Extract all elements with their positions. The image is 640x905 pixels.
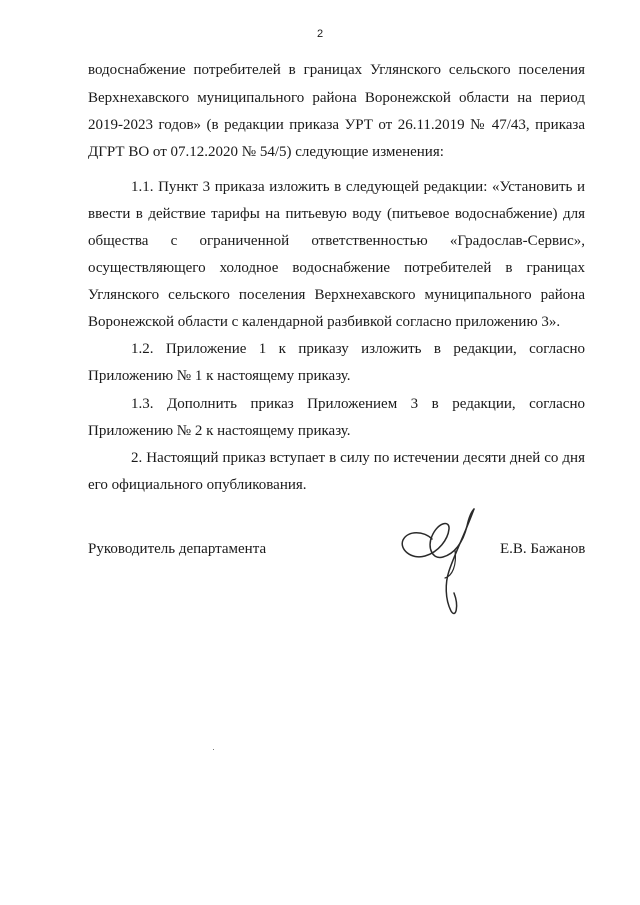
paragraph-1-1-line: Воронежской области с календарной разбивкой согласно приложению 3». xyxy=(88,314,561,330)
paragraph-1-2-line: 1.2. Приложение 1 к приказу изложить в редакции, согласно xyxy=(131,341,585,357)
scan-artifact xyxy=(213,749,214,750)
paragraph-1-3-line: 1.3. Дополнить приказ Приложением 3 в редакции, согласно xyxy=(131,396,585,412)
paragraph-2-line: 2. Настоящий приказ вступает в силу по истечении десяти дней со дня xyxy=(131,450,585,466)
paragraph-1-3-line: Приложению № 2 к настоящему приказу. xyxy=(88,423,351,439)
paragraph-1-1-line: ввести в действие тарифы на питьевую воду (питьевое водоснабжение) для xyxy=(88,206,585,222)
paragraph-1-1-line: 1.1. Пункт 3 приказа изложить в следующей редакции: «Установить и xyxy=(131,179,585,195)
signatory-position: Руководитель департамента xyxy=(88,541,267,557)
signatory-name: Е.В. Бажанов xyxy=(500,541,586,557)
paragraph-1-1-line: общества с ограниченной ответственностью «Градослав-Сервис», xyxy=(88,233,585,249)
paragraph-intro-line: Верхнехавского муниципального района Воронежской области на период xyxy=(88,90,585,106)
paragraph-1-2-line: Приложению № 1 к настоящему приказу. xyxy=(88,368,351,384)
page-number: 2 xyxy=(316,28,324,40)
handwritten-signature xyxy=(396,505,490,617)
paragraph-1-1-line: Углянского сельского поселения Верхнехавского муниципального района xyxy=(88,287,585,303)
paragraph-1-1-line: осуществляющего холодное водоснабжение потребителей в границах xyxy=(88,260,585,276)
paragraph-intro-line: 2019-2023 годов» (в редакции приказа УРТ от 26.11.2019 № 47/43, приказа xyxy=(88,117,585,133)
paragraph-2-line: его официального опубликования. xyxy=(88,477,307,493)
paragraph-intro-line: водоснабжение потребителей в границах Углянского сельского поселения xyxy=(88,62,585,78)
paragraph-intro-line: ДГРТ ВО от 07.12.2020 № 54/5) следующие изменения: xyxy=(88,144,444,160)
